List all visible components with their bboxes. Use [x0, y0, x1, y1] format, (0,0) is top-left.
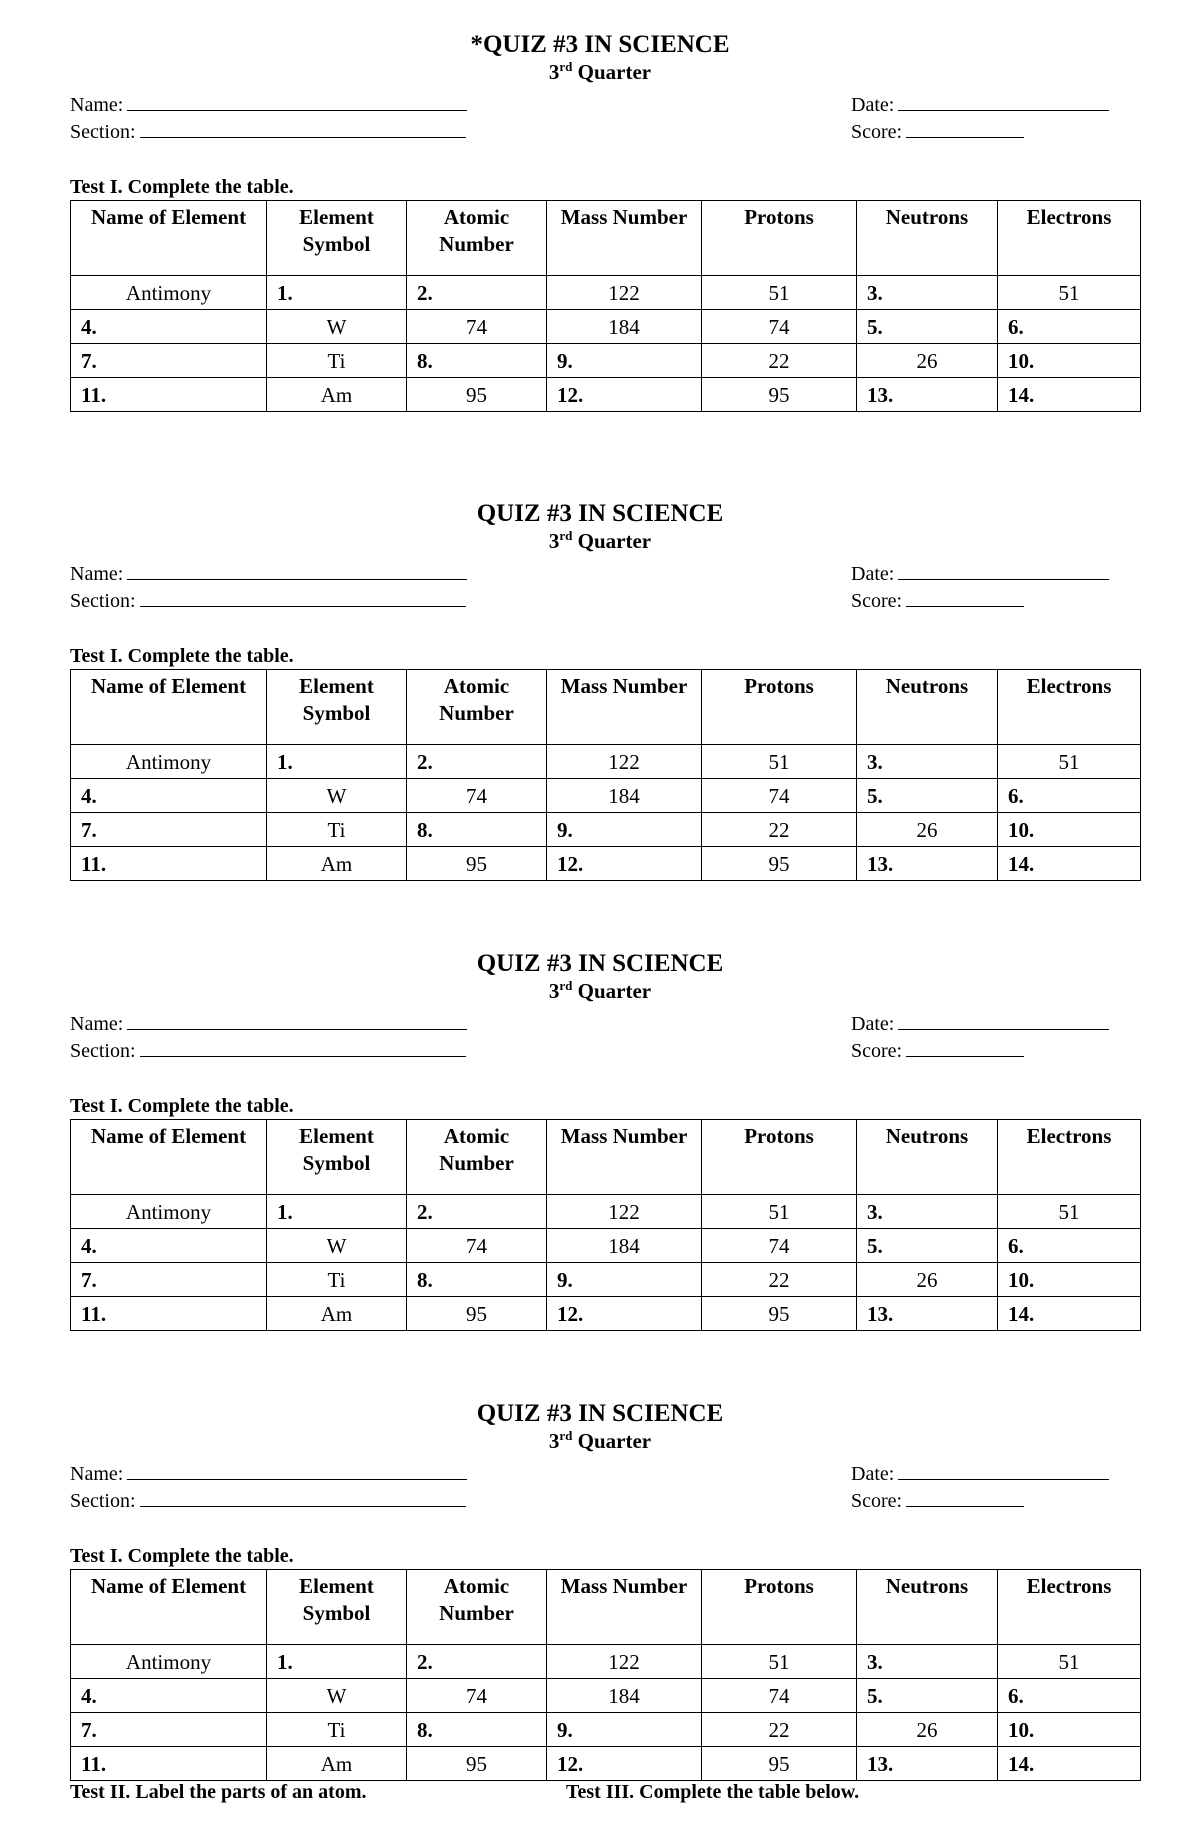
- answer-blank-cell[interactable]: 9.: [547, 1713, 702, 1747]
- answer-blank-cell[interactable]: 6.: [998, 1229, 1141, 1263]
- table-cell: Am: [267, 1747, 407, 1781]
- score-label: Score:: [851, 1490, 903, 1512]
- table-row: [71, 779, 1141, 813]
- table-cell: Am: [267, 378, 407, 412]
- column-header: Protons: [702, 1570, 857, 1645]
- column-header: Name of Element: [71, 1120, 267, 1195]
- table-cell: 122: [547, 1195, 702, 1229]
- table-row: [71, 378, 1141, 412]
- answer-blank-cell[interactable]: 12.: [547, 378, 702, 412]
- answer-blank-cell[interactable]: 3.: [857, 1645, 998, 1679]
- section-field: [70, 1038, 466, 1064]
- quarter-label: [0, 529, 1200, 553]
- answer-blank-cell[interactable]: 4.: [71, 1679, 267, 1713]
- column-header: Neutrons: [857, 670, 998, 745]
- table-cell: 22: [702, 813, 857, 847]
- column-header: Neutrons: [857, 1120, 998, 1195]
- element-table: [70, 1119, 1141, 1331]
- table-cell: 74: [702, 1679, 857, 1713]
- quarter-number: 3: [548, 529, 560, 553]
- table-header-row: [71, 670, 1141, 745]
- table-row: [71, 1297, 1141, 1331]
- table-cell: 51: [998, 1195, 1141, 1229]
- answer-blank-cell[interactable]: 6.: [998, 779, 1141, 813]
- answer-blank-cell[interactable]: 11.: [71, 847, 267, 881]
- table-cell: 95: [407, 378, 547, 412]
- column-header: Mass Number: [547, 670, 702, 745]
- table-cell: 95: [702, 1297, 857, 1331]
- table-cell: 51: [998, 745, 1141, 779]
- score-field: [851, 1488, 1024, 1514]
- test-i-instruction: Test I. Complete the table.: [70, 1095, 294, 1117]
- column-header: Mass Number: [547, 1120, 702, 1195]
- answer-blank-cell[interactable]: 11.: [71, 1297, 267, 1331]
- section-blank-line[interactable]: [140, 589, 466, 607]
- answer-blank-cell[interactable]: 6.: [998, 310, 1141, 344]
- table-cell: 184: [547, 1229, 702, 1263]
- test-i-instruction: Test I. Complete the table.: [70, 645, 294, 667]
- date-blank-line[interactable]: [898, 93, 1109, 111]
- table-cell: W: [267, 310, 407, 344]
- column-header: Electrons: [998, 201, 1141, 276]
- name-label: Name:: [70, 1463, 124, 1485]
- quarter-word: Quarter: [577, 529, 652, 553]
- answer-blank-cell[interactable]: 11.: [71, 1747, 267, 1781]
- score-blank-line[interactable]: [906, 120, 1024, 138]
- answer-blank-cell[interactable]: 1.: [267, 1195, 407, 1229]
- table-cell: W: [267, 779, 407, 813]
- table-cell: 74: [407, 779, 547, 813]
- date-field: [851, 92, 1109, 118]
- quarter-ordinal: rd: [559, 59, 573, 74]
- table-cell: 74: [702, 1229, 857, 1263]
- answer-blank-cell[interactable]: 2.: [407, 745, 547, 779]
- quarter-number: 3: [548, 979, 560, 1003]
- answer-blank-cell[interactable]: 10.: [998, 813, 1141, 847]
- column-header: Name of Element: [71, 670, 267, 745]
- table-row: [71, 1263, 1141, 1297]
- table-cell: 122: [547, 1645, 702, 1679]
- column-header: Atomic Number: [407, 1570, 547, 1645]
- answer-blank-cell[interactable]: 10.: [998, 344, 1141, 378]
- quarter-ordinal: rd: [559, 528, 573, 543]
- date-blank-line[interactable]: [898, 1462, 1109, 1480]
- table-row: [71, 813, 1141, 847]
- table-cell: Ti: [267, 1713, 407, 1747]
- quarter-number: 3: [548, 1429, 560, 1453]
- name-label: Name:: [70, 94, 124, 116]
- table-cell: 74: [702, 779, 857, 813]
- date-label: Date:: [851, 94, 895, 116]
- score-field: [851, 588, 1024, 614]
- score-field: [851, 1038, 1024, 1064]
- answer-blank-cell[interactable]: 2.: [407, 1195, 547, 1229]
- section-label: Section:: [70, 1040, 136, 1062]
- column-header: Electrons: [998, 670, 1141, 745]
- name-field: [70, 92, 467, 118]
- name-blank-line[interactable]: [127, 1462, 467, 1480]
- table-cell: 122: [547, 745, 702, 779]
- table-row: [71, 276, 1141, 310]
- answer-blank-cell[interactable]: 13.: [857, 847, 998, 881]
- table-header-row: [71, 1120, 1141, 1195]
- quiz-section: [0, 949, 1200, 1389]
- table-cell: Am: [267, 1297, 407, 1331]
- answer-blank-cell[interactable]: 13.: [857, 1297, 998, 1331]
- table-cell: Ti: [267, 1263, 407, 1297]
- table-cell: Am: [267, 847, 407, 881]
- table-header-row: [71, 1570, 1141, 1645]
- table-cell: W: [267, 1229, 407, 1263]
- table-row: [71, 344, 1141, 378]
- test-i-instruction: Test I. Complete the table.: [70, 1545, 294, 1567]
- section-label: Section:: [70, 1490, 136, 1512]
- table-cell: 95: [702, 847, 857, 881]
- table-row: [71, 1645, 1141, 1679]
- table-cell: 184: [547, 1679, 702, 1713]
- column-header: Electrons: [998, 1570, 1141, 1645]
- table-cell: 22: [702, 1263, 857, 1297]
- table-cell: 122: [547, 276, 702, 310]
- column-header: Mass Number: [547, 201, 702, 276]
- answer-blank-cell[interactable]: 5.: [857, 779, 998, 813]
- answer-blank-cell[interactable]: 6.: [998, 1679, 1141, 1713]
- quarter-word: Quarter: [577, 979, 652, 1003]
- answer-blank-cell[interactable]: 1.: [267, 276, 407, 310]
- section-label: Section:: [70, 590, 136, 612]
- date-blank-line[interactable]: [898, 562, 1109, 580]
- answer-blank-cell[interactable]: 5.: [857, 1229, 998, 1263]
- column-header: Protons: [702, 670, 857, 745]
- element-table: [70, 200, 1141, 412]
- name-label: Name:: [70, 563, 124, 585]
- answer-blank-cell[interactable]: 5.: [857, 1679, 998, 1713]
- answer-blank-cell[interactable]: 1.: [267, 1645, 407, 1679]
- table-cell: 51: [702, 1645, 857, 1679]
- column-header: Protons: [702, 1120, 857, 1195]
- answer-blank-cell[interactable]: 7.: [71, 1713, 267, 1747]
- name-label: Name:: [70, 1013, 124, 1035]
- answer-blank-cell[interactable]: 12.: [547, 847, 702, 881]
- answer-blank-cell[interactable]: 8.: [407, 1263, 547, 1297]
- table-row: [71, 310, 1141, 344]
- table-cell: 51: [998, 1645, 1141, 1679]
- table-cell: Antimony: [71, 1645, 267, 1679]
- column-header: Name of Element: [71, 1570, 267, 1645]
- date-label: Date:: [851, 1463, 895, 1485]
- answer-blank-cell[interactable]: 10.: [998, 1263, 1141, 1297]
- date-label: Date:: [851, 1013, 895, 1035]
- table-cell: 26: [857, 1263, 998, 1297]
- quarter-word: Quarter: [577, 60, 652, 84]
- section-field: [70, 119, 466, 145]
- answer-blank-cell[interactable]: 8.: [407, 344, 547, 378]
- column-header: Neutrons: [857, 1570, 998, 1645]
- answer-blank-cell[interactable]: 3.: [857, 1195, 998, 1229]
- column-header: Neutrons: [857, 201, 998, 276]
- answer-blank-cell[interactable]: 8.: [407, 1713, 547, 1747]
- element-table: [70, 1569, 1141, 1781]
- date-field: [851, 561, 1109, 587]
- table-cell: 184: [547, 310, 702, 344]
- answer-blank-cell[interactable]: 14.: [998, 1297, 1141, 1331]
- answer-blank-cell[interactable]: 9.: [547, 813, 702, 847]
- table-cell: 51: [702, 745, 857, 779]
- table-row: [71, 1229, 1141, 1263]
- answer-blank-cell[interactable]: 5.: [857, 310, 998, 344]
- column-header: Name of Element: [71, 201, 267, 276]
- element-table: [70, 669, 1141, 881]
- column-header: Electrons: [998, 1120, 1141, 1195]
- quarter-word: Quarter: [577, 1429, 652, 1453]
- score-blank-line[interactable]: [906, 1489, 1024, 1507]
- table-cell: 51: [702, 276, 857, 310]
- quarter-ordinal: rd: [559, 1428, 573, 1443]
- date-field: [851, 1461, 1109, 1487]
- table-cell: 74: [407, 1229, 547, 1263]
- answer-blank-cell[interactable]: 1.: [267, 745, 407, 779]
- quiz-title: *QUIZ #3 IN SCIENCE: [470, 31, 730, 58]
- answer-blank-cell[interactable]: 14.: [998, 378, 1141, 412]
- column-header: Element Symbol: [267, 670, 407, 745]
- table-cell: Antimony: [71, 276, 267, 310]
- answer-blank-cell[interactable]: 14.: [998, 847, 1141, 881]
- section-blank-line[interactable]: [140, 1039, 466, 1057]
- quarter-label: [0, 60, 1200, 84]
- table-cell: Antimony: [71, 745, 267, 779]
- table-cell: 51: [702, 1195, 857, 1229]
- answer-blank-cell[interactable]: 12.: [547, 1297, 702, 1331]
- test-ii-instruction: Test II. Label the parts of an atom.: [70, 1781, 367, 1803]
- quarter-label: [0, 1429, 1200, 1453]
- table-row: [71, 1747, 1141, 1781]
- table-cell: 26: [857, 1713, 998, 1747]
- column-header: Mass Number: [547, 1570, 702, 1645]
- column-header: Element Symbol: [267, 1120, 407, 1195]
- score-label: Score:: [851, 121, 903, 143]
- table-row: [71, 1713, 1141, 1747]
- date-field: [851, 1011, 1109, 1037]
- answer-blank-cell[interactable]: 9.: [547, 344, 702, 378]
- score-blank-line[interactable]: [906, 1039, 1024, 1057]
- answer-blank-cell[interactable]: 9.: [547, 1263, 702, 1297]
- table-cell: Ti: [267, 813, 407, 847]
- section-label: Section:: [70, 121, 136, 143]
- column-header: Atomic Number: [407, 670, 547, 745]
- quiz-title: QUIZ #3 IN SCIENCE: [476, 1400, 724, 1427]
- table-cell: Antimony: [71, 1195, 267, 1229]
- table-cell: 95: [407, 847, 547, 881]
- date-blank-line[interactable]: [898, 1012, 1109, 1030]
- name-blank-line[interactable]: [127, 1012, 467, 1030]
- answer-blank-cell[interactable]: 8.: [407, 813, 547, 847]
- test-iii-instruction: Test III. Complete the table below.: [566, 1781, 860, 1803]
- score-label: Score:: [851, 590, 903, 612]
- table-cell: 74: [702, 310, 857, 344]
- column-header: Atomic Number: [407, 201, 547, 276]
- table-cell: 26: [857, 344, 998, 378]
- name-field: [70, 1461, 467, 1487]
- date-label: Date:: [851, 563, 895, 585]
- table-row: [71, 847, 1141, 881]
- section-blank-line[interactable]: [140, 1489, 466, 1507]
- score-label: Score:: [851, 1040, 903, 1062]
- table-cell: 95: [407, 1297, 547, 1331]
- column-header: Element Symbol: [267, 1570, 407, 1645]
- answer-blank-cell[interactable]: 4.: [71, 779, 267, 813]
- table-cell: 95: [407, 1747, 547, 1781]
- answer-blank-cell[interactable]: 7.: [71, 813, 267, 847]
- quarter-number: 3: [548, 60, 560, 84]
- answer-blank-cell[interactable]: 10.: [998, 1713, 1141, 1747]
- table-cell: 26: [857, 813, 998, 847]
- quarter-label: [0, 979, 1200, 1003]
- table-row: [71, 1679, 1141, 1713]
- name-field: [70, 561, 467, 587]
- answer-blank-cell[interactable]: 3.: [857, 276, 998, 310]
- test-i-instruction: Test I. Complete the table.: [70, 176, 294, 198]
- answer-blank-cell[interactable]: 7.: [71, 1263, 267, 1297]
- column-header: Atomic Number: [407, 1120, 547, 1195]
- quiz-title: QUIZ #3 IN SCIENCE: [476, 500, 724, 527]
- section-field: [70, 588, 466, 614]
- quiz-section: [0, 30, 1200, 470]
- table-row: [71, 745, 1141, 779]
- table-cell: 22: [702, 344, 857, 378]
- section-blank-line[interactable]: [140, 120, 466, 138]
- name-field: [70, 1011, 467, 1037]
- answer-blank-cell[interactable]: 13.: [857, 378, 998, 412]
- column-header: Element Symbol: [267, 201, 407, 276]
- table-cell: 74: [407, 310, 547, 344]
- quiz-section: [0, 499, 1200, 939]
- section-field: [70, 1488, 466, 1514]
- table-cell: 51: [998, 276, 1141, 310]
- column-header: Protons: [702, 201, 857, 276]
- quarter-ordinal: rd: [559, 978, 573, 993]
- answer-blank-cell[interactable]: 12.: [547, 1747, 702, 1781]
- table-cell: 22: [702, 1713, 857, 1747]
- table-cell: 95: [702, 378, 857, 412]
- table-cell: W: [267, 1679, 407, 1713]
- table-header-row: [71, 201, 1141, 276]
- quiz-title: QUIZ #3 IN SCIENCE: [476, 950, 724, 977]
- answer-blank-cell[interactable]: 13.: [857, 1747, 998, 1781]
- table-cell: 74: [407, 1679, 547, 1713]
- name-blank-line[interactable]: [127, 93, 467, 111]
- answer-blank-cell[interactable]: 2.: [407, 276, 547, 310]
- answer-blank-cell[interactable]: 14.: [998, 1747, 1141, 1781]
- answer-blank-cell[interactable]: 4.: [71, 310, 267, 344]
- score-blank-line[interactable]: [906, 589, 1024, 607]
- score-field: [851, 119, 1024, 145]
- answer-blank-cell[interactable]: 4.: [71, 1229, 267, 1263]
- table-cell: 95: [702, 1747, 857, 1781]
- answer-blank-cell[interactable]: 3.: [857, 745, 998, 779]
- answer-blank-cell[interactable]: 7.: [71, 344, 267, 378]
- table-row: [71, 1195, 1141, 1229]
- table-cell: 184: [547, 779, 702, 813]
- table-cell: Ti: [267, 344, 407, 378]
- answer-blank-cell[interactable]: 2.: [407, 1645, 547, 1679]
- name-blank-line[interactable]: [127, 562, 467, 580]
- answer-blank-cell[interactable]: 11.: [71, 378, 267, 412]
- quiz-section: [0, 1399, 1200, 1839]
